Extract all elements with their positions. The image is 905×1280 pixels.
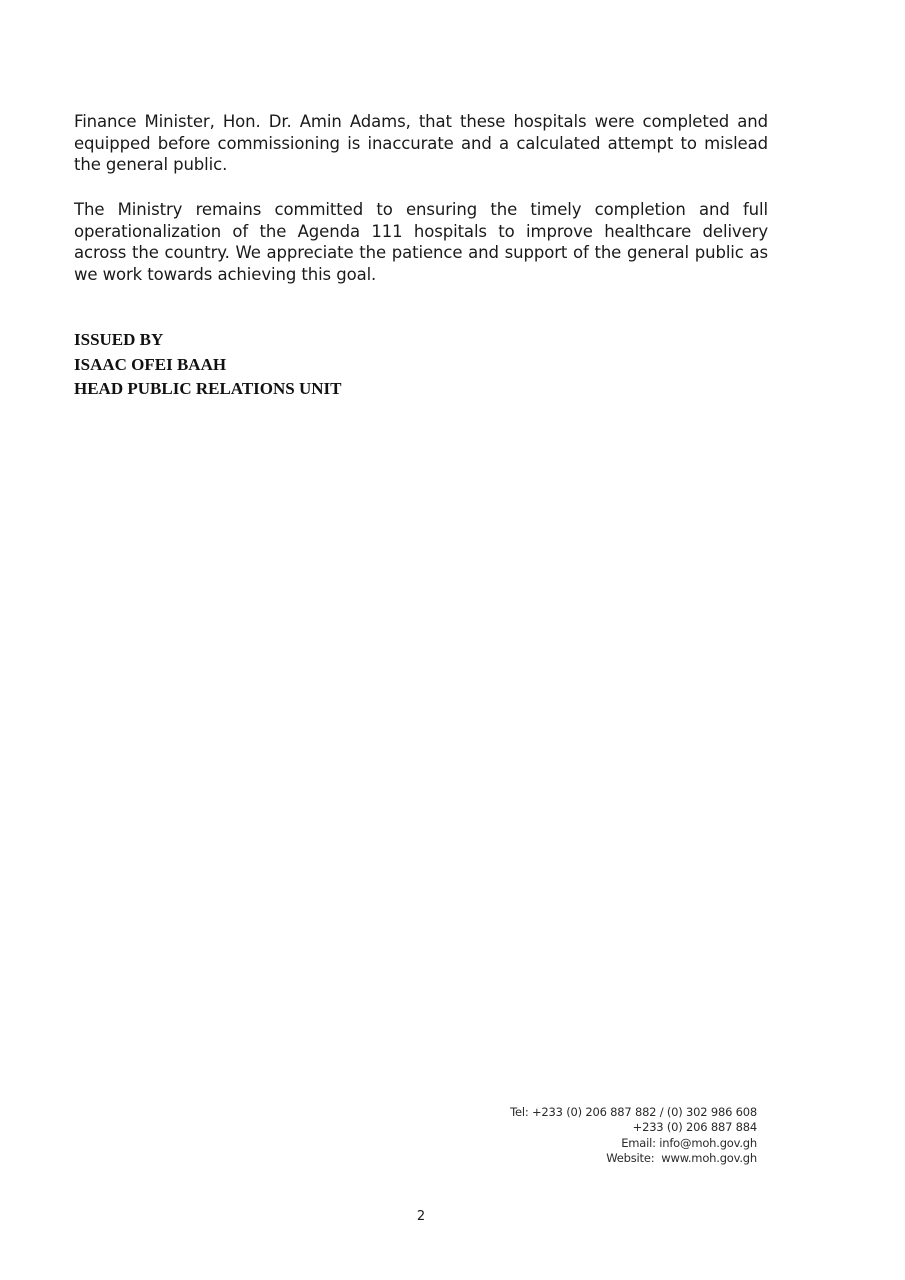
page-number: 2 <box>416 1209 426 1224</box>
contact-block <box>510 1105 757 1166</box>
contact-telephone-secondary: +233 (0) 206 887 884 <box>632 1120 757 1135</box>
contact-email: Email: info@moh.gov.gh <box>621 1135 757 1150</box>
signoff-block <box>74 328 341 402</box>
issuer-title: HEAD PUBLIC RELATIONS UNIT <box>74 379 342 398</box>
paragraph-finance-minister-claim: Finance Minister, Hon. Dr. Amin Adams, that these hospitals were completed and equipped before commissioning is inaccurate and a calculated attempt to mislead the general public. <box>74 112 768 174</box>
issuer-name: ISAAC OFEI BAAH <box>74 354 227 374</box>
paragraph-ministry-commitment: The Ministry remains committed to ensuring the timely completion and full operationalization of the Agenda 111 hospitals to improve healthcare delivery across the country. We appreciate the patience and support of the general public as we work towards achieving this goal. <box>74 200 768 284</box>
issued-by-label: ISSUED BY <box>74 330 164 349</box>
contact-telephone-primary: Tel: +233 (0) 206 887 882 / (0) 302 986 608 <box>510 1105 757 1119</box>
contact-website: Website: www.moh.gov.gh <box>606 1150 757 1165</box>
